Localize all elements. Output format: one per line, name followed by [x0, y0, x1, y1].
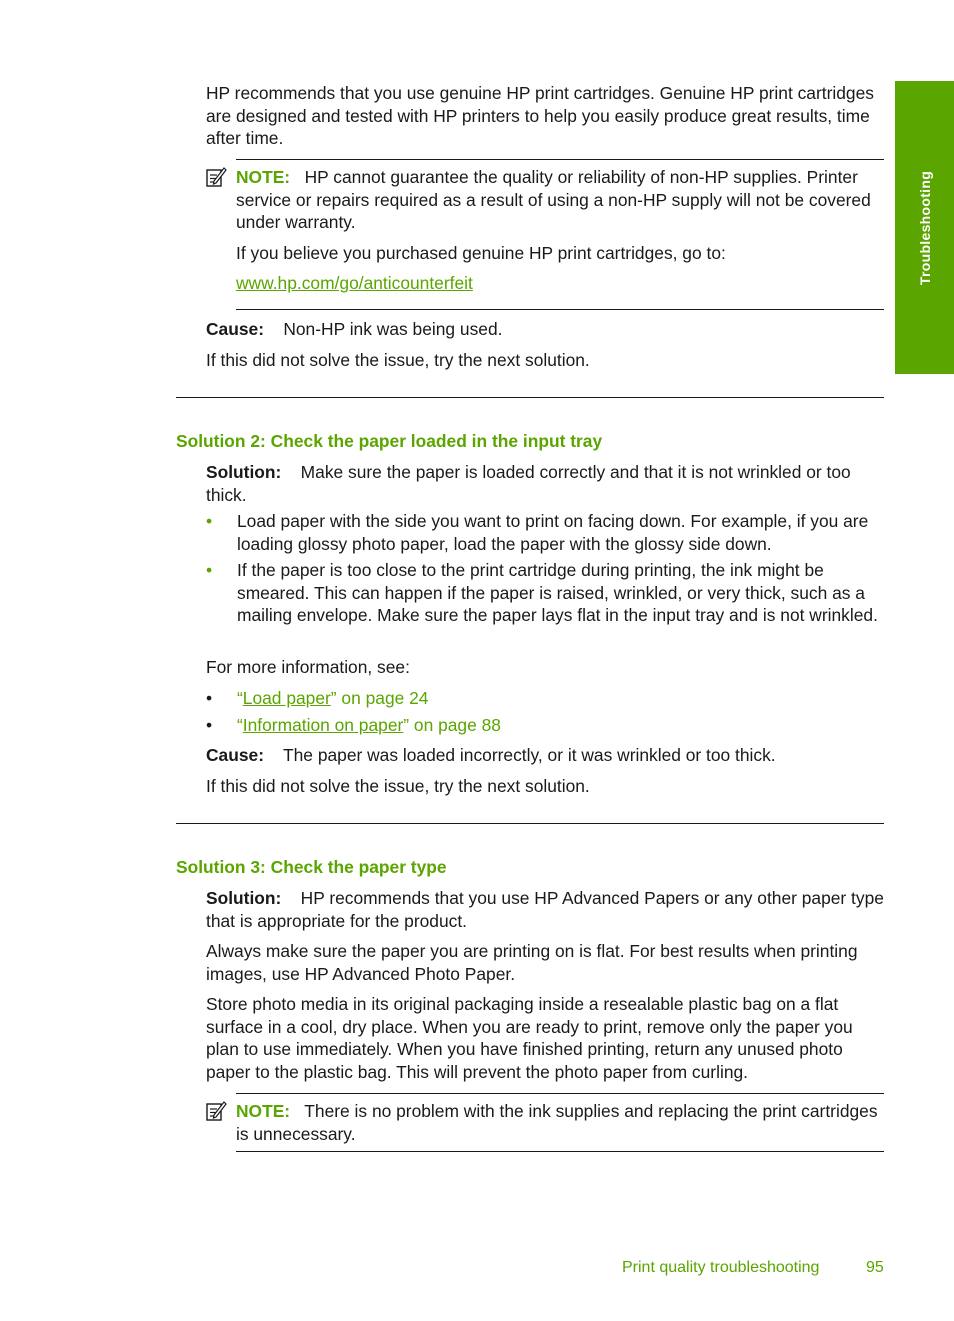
- solution-label: Solution:: [206, 462, 282, 482]
- load-paper-ref: [237, 687, 428, 710]
- bullet-marker: •: [206, 511, 213, 531]
- cause-1: [206, 318, 886, 341]
- solution-body: Make sure the paper is loaded correctly and that it is not wrinkled or too thick.: [206, 462, 851, 505]
- side-tab-label: Troubleshooting: [916, 170, 933, 285]
- list-item: Load paper with the side you want to print on facing down. For example, if you are loading glossy photo paper, load the paper with the glossy side down.: [237, 511, 869, 554]
- information-on-paper-ref: [237, 714, 501, 737]
- bullet-marker: •: [206, 715, 213, 735]
- note-body: HP cannot guarantee the quality or reliability of non-HP supplies. Printer service or repairs required as a result of using a non-HP supply will not be covered under warranty.: [236, 167, 871, 232]
- page-ref: ” on page 24: [330, 688, 429, 708]
- section-divider-2: [176, 823, 884, 824]
- bullet-marker: •: [206, 688, 213, 708]
- solution-body: HP recommends that you use HP Advanced Papers or any other paper type that is appropriate for the product.: [206, 888, 884, 931]
- cause-label: Cause:: [206, 745, 264, 765]
- cause-2: [206, 744, 886, 767]
- solution-3-text: [206, 887, 886, 932]
- cause-label: Cause:: [206, 319, 264, 339]
- solution-label: Solution:: [206, 888, 282, 908]
- note-body: There is no problem with the ink supplies and replacing the print cartridges is unnecessary.: [236, 1101, 878, 1144]
- footer-section-title: Print quality troubleshooting: [622, 1259, 820, 1276]
- information-on-paper-link[interactable]: Information on paper: [242, 715, 404, 735]
- note-text: [236, 1100, 886, 1145]
- solution-3-heading: Solution 3: Check the paper type: [176, 857, 447, 877]
- note-top-rule: [236, 1093, 884, 1094]
- note-followup: If you believe you purchased genuine HP print cartridges, go to:: [236, 243, 726, 263]
- note-label: NOTE:: [236, 1101, 291, 1121]
- cause-text: The paper was loaded incorrectly, or it was wrinkled or too thick.: [283, 745, 776, 765]
- solution-2-text: [206, 461, 886, 506]
- open-quote: “: [237, 688, 243, 708]
- cause-text: Non-HP ink was being used.: [283, 319, 503, 339]
- solution-2-heading: Solution 2: Check the paper loaded in the input tray: [176, 431, 603, 451]
- note-label: NOTE:: [236, 167, 291, 187]
- more-info: For more information, see:: [206, 657, 410, 677]
- anticounterfeit-link[interactable]: www.hp.com/go/anticounterfeit: [236, 273, 473, 293]
- note-icon: [205, 1100, 227, 1122]
- solution-3-para-1: Always make sure the paper you are printing on is flat. For best results when printing images, use HP Advanced Photo Paper.: [206, 941, 858, 984]
- open-quote: “: [237, 715, 243, 735]
- section-divider-1: [176, 397, 884, 398]
- side-tab: [895, 81, 954, 374]
- note-text: [236, 166, 886, 234]
- next-solution-2: If this did not solve the issue, try the next solution.: [206, 776, 590, 796]
- bullet-marker: •: [206, 560, 213, 580]
- note-top-rule: [236, 159, 884, 160]
- note-bottom-rule: [236, 1151, 884, 1152]
- intro-paragraph: HP recommends that you use genuine HP print cartridges. Genuine HP print cartridges are designed and tested with HP printers to help you easily produce great results, time after time.: [206, 83, 874, 148]
- note-bottom-rule: [236, 309, 884, 310]
- next-solution-1: If this did not solve the issue, try the next solution.: [206, 350, 590, 370]
- note-icon: [205, 166, 227, 188]
- solution-3-para-2: Store photo media in its original packaging inside a resealable plastic bag on a flat surface in a cool, dry place. When you are ready to print, remove only the paper you plan to use immediately. When you have finished printing, return any unused photo paper to the plastic bag. This will prevent the photo paper from curling.: [206, 994, 853, 1082]
- page-ref: ” on page 88: [403, 715, 501, 735]
- page-number: 95: [866, 1259, 884, 1276]
- load-paper-link[interactable]: Load paper: [242, 688, 331, 708]
- list-item: If the paper is too close to the print cartridge during printing, the ink might be smeared. This can happen if the paper is raised, wrinkled, or very thick, such as a mailing envelope. Make sure the paper lays flat in the input tray and is not wrinkled.: [237, 560, 878, 625]
